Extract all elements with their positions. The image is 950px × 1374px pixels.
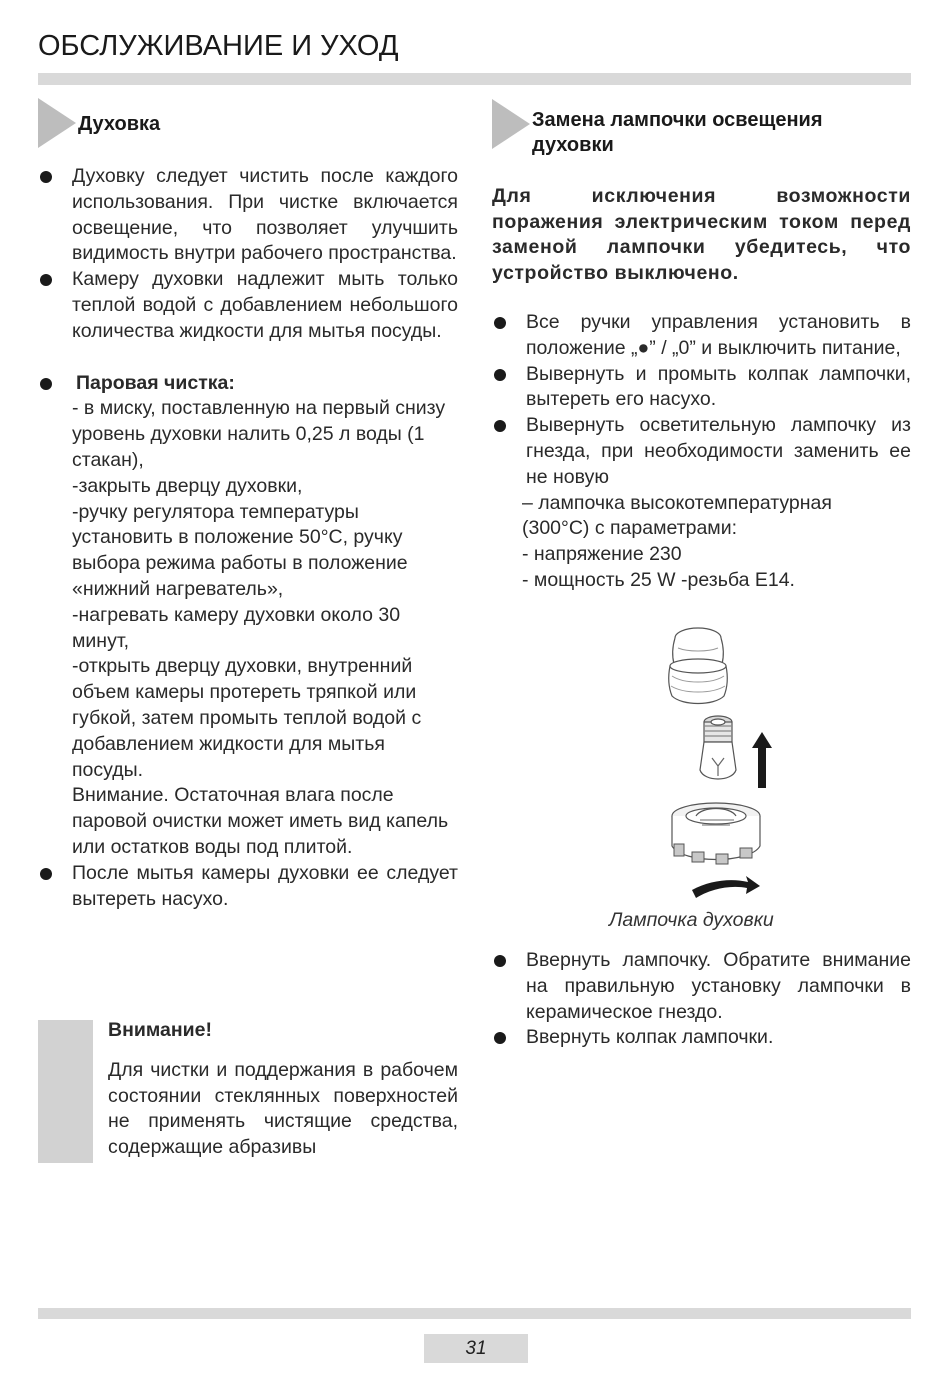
lamp-specs: – лампочка высокотемпературная (300°C) с параметрами: - напряжение 230 - мощность 25 W -резьба E14. — [522, 491, 832, 591]
list-item — [492, 1025, 911, 1051]
list-item-text: Ввернуть лампочку. Обратите внимание на правильную установку лампочки в керамическое гнездо. — [526, 949, 911, 1023]
list-item — [38, 164, 458, 267]
list-item-text: Духовку следует чистить после каждого использования. При чистке включается освещение, что позволяет улучшить видимость внутри рабочего пространства. — [72, 165, 458, 265]
list-item — [492, 413, 911, 490]
bullet-icon — [494, 317, 506, 329]
note-bar — [38, 1020, 93, 1163]
note-text: Для чистки и поддержания в рабочем состоянии стеклянных поверхностей не применять чистящие средства, содержащие абразивы — [108, 1058, 458, 1159]
note-box — [108, 1018, 458, 1161]
list-item-text: Вывернуть осветительную лампочку из гнезда, при необходимости заменить ее не новую — [526, 414, 911, 488]
note-title: Внимание! — [108, 1019, 212, 1041]
list-item — [38, 861, 458, 913]
lamp-heading: Замена лампочки освещения духовки — [532, 109, 823, 156]
steam-clean-text: - в миску, поставленную на первый снизу уровень духовки налить 0,25 л воды (1 стакан), -закрыть дверцу духовки, -ручку регулятора температуры установить в положение 50°C, ручку выбора режима работы в положение «нижний нагреватель», -нагревать камеру духовки около 30 минут, -открыть дверцу духовки, внутренний объем камеры протереть тряпкой или губкой, затем промыть теплой водой с добавлением жидкости для мытья посуды. Внимание. Остаточная влага после паровой очистки может иметь вид капель или остатков воды под плитой. — [72, 397, 449, 858]
section-marker-icon — [38, 98, 76, 148]
bullet-icon — [40, 171, 52, 183]
top-rule — [38, 73, 911, 85]
right-column — [492, 184, 911, 594]
page-number: 31 — [424, 1334, 528, 1363]
bullet-icon — [40, 868, 52, 880]
bullet-icon — [494, 1032, 506, 1044]
list-item-text: Вывернуть и промыть колпак лампочки, вытереть его насухо. — [526, 362, 911, 411]
bullet-icon — [40, 378, 52, 390]
list-item-text: Все ручки управления установить в положение „●” / „0” и выключить питание, — [526, 311, 911, 359]
list-item-text: После мытья камеры духовки ее следует вытереть насухо. — [72, 861, 458, 910]
steam-clean-item — [38, 371, 458, 397]
bullet-icon — [494, 369, 506, 381]
bullet-icon — [40, 274, 52, 286]
list-item — [492, 362, 911, 414]
bullet-icon — [494, 955, 506, 967]
bottom-rule — [38, 1308, 911, 1319]
bullet-icon — [494, 420, 506, 432]
left-column — [38, 164, 458, 912]
page-title: ОБСЛУЖИВАНИЕ И УХОД — [38, 30, 399, 62]
list-item — [492, 948, 911, 1025]
right-column-lower — [492, 948, 911, 1051]
section-marker-icon — [492, 99, 530, 149]
oven-lamp-illustration — [658, 620, 778, 905]
list-item — [38, 267, 458, 344]
list-item — [492, 310, 911, 362]
list-item-text: Ввернуть колпак лампочки. — [526, 1026, 774, 1049]
oven-heading: Духовка — [78, 113, 161, 135]
steam-clean-title: Паровая чистка: — [76, 371, 235, 394]
safety-warning: Для исключения возможности поражения электрическим током перед заменой лампочки убедитесь, что устройство выключено. — [492, 185, 911, 284]
list-item-text: Камеру духовки надлежит мыть только теплой водой с добавлением небольшого количества жидкости для мытья посуды. — [72, 268, 458, 342]
figure-caption: Лампочка духовки — [609, 909, 774, 931]
